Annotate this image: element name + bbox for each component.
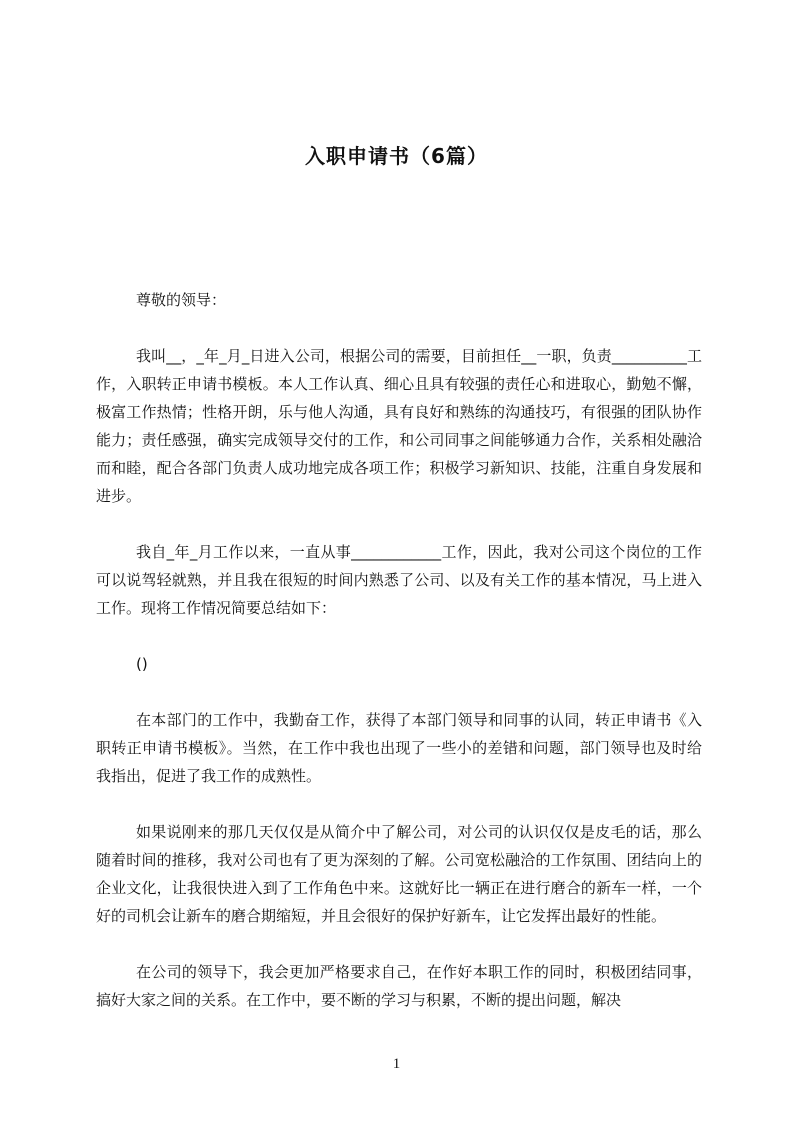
- paragraph-company-understanding: 如果说刚来的那几天仅仅是从简介中了解公司，对公司的认识仅仅是皮毛的话，那么随着时间的推移，我对公司也有了更为深刻的了解。公司宽松融洽的工作氛围、团结向上的企业文化，让我很快进入到了工作角色中来。这就好比一辆正在进行磨合的新车一样，一个好的司机会让新车的磨合期缩短，并且会很好的保护好新车，让它发挥出最好的性能。: [96, 823, 702, 925]
- paragraph-work-since: 我自_年_月工作以来，一直从事____________工作，因此，我对公司这个岗位的工作可以说驾轻就熟，并且我在很短的时间内熟悉了公司、以及有关工作的基本情况，马上进入工作。现将工作情况简要总结如下：: [96, 543, 702, 617]
- paragraph-intro: 我叫__，_年_月_日进入公司，根据公司的需要，目前担任__一职，负责__________工作，入职转正申请书模板。本人工作认真、细心且具有较强的责任心和进取心，勤勉不懈，极富工作热情；性格开朗，乐与他人沟通，具有良好和熟练的沟通技巧，有很强的团队协作能力；责任感强，确实完成领导交付的工作，和公司同事之间能够通力合作，关系相处融洽而和睦，配合各部门负责人成功地完成各项工作；积极学习新知识、技能，注重自身发展和进步。: [96, 347, 702, 505]
- paragraph-section-marker: (): [136, 655, 148, 673]
- document-title: 入职申请书（6篇）: [305, 144, 488, 168]
- greeting-line: 尊敬的领导：: [136, 291, 227, 309]
- document-body: [96, 286, 702, 1042]
- paragraph-department-work: 在本部门的工作中，我勤奋工作，获得了本部门领导和同事的认同，转正申请书《入职转正申请书模板》。当然，在工作中我也出现了一些小的差错和问题，部门领导也及时给我指出，促进了我工作的成熟性。: [96, 711, 702, 785]
- page-number: 1: [392, 1056, 401, 1072]
- paragraph-future-commitment: 在公司的领导下，我会更加严格要求自己，在作好本职工作的同时，积极团结同事，搞好大家之间的关系。在工作中，要不断的学习与积累，不断的提出问题，解决: [96, 963, 702, 1009]
